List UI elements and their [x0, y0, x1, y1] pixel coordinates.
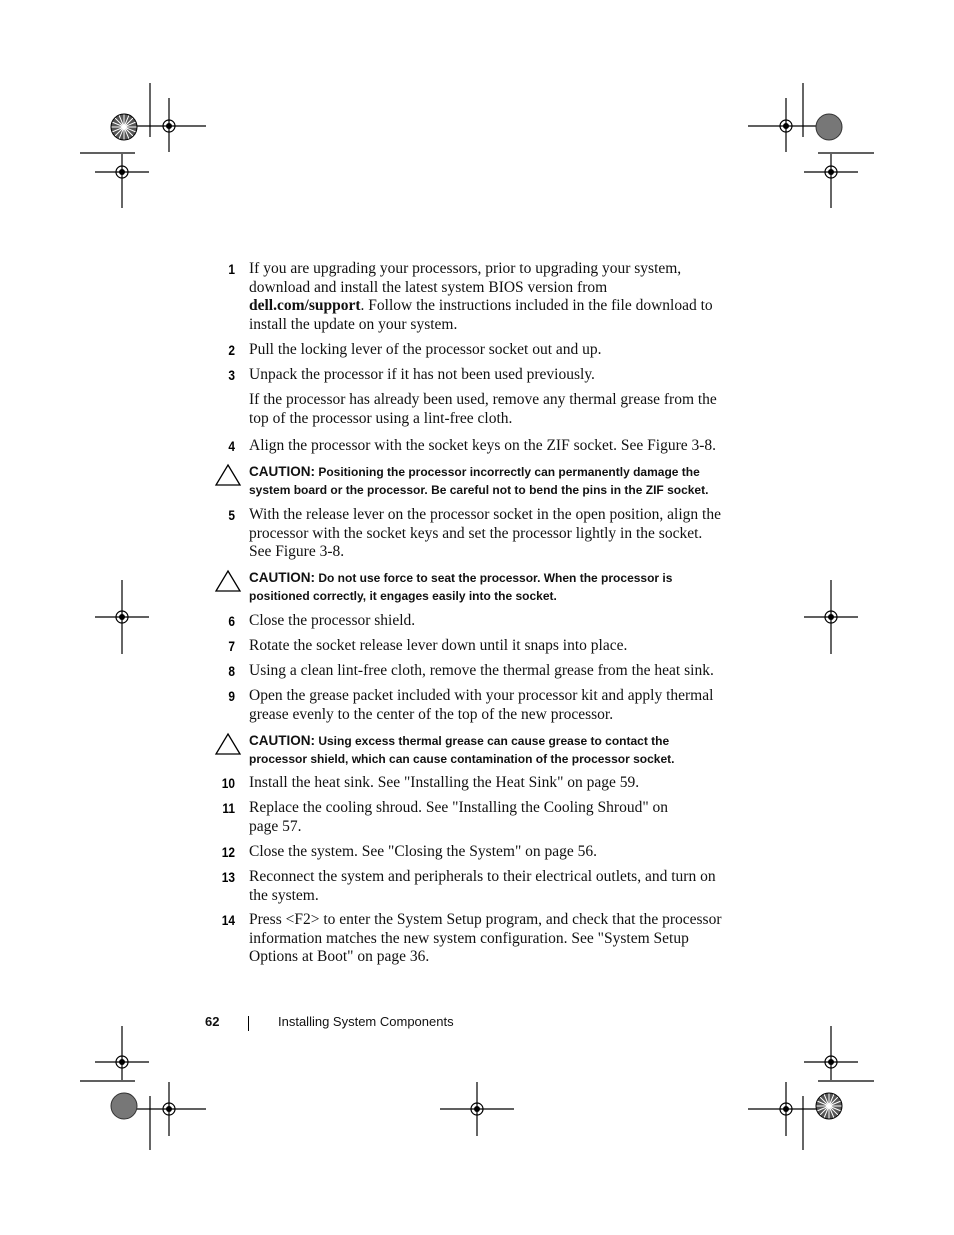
step-text: Close the system. See "Closing the System" on page 56. [249, 843, 598, 860]
step-number: 13 [221, 869, 235, 885]
caution-text: CAUTION: Positioning the processor incorrectly can permanently damage the system board or the processor. Be careful not to bend the pins in the ZIF socket. [249, 464, 709, 497]
step-text: Close the processor shield. [249, 612, 416, 629]
caution-triangle-icon [214, 463, 242, 487]
step-number: 9 [228, 688, 235, 704]
step-number: 8 [228, 663, 235, 679]
page-number: 62 [205, 1014, 220, 1029]
footer-divider [248, 1016, 249, 1031]
support-link[interactable]: dell.com/support [249, 297, 361, 314]
caution-label: CAUTION: [249, 464, 315, 479]
step-number: 12 [221, 844, 235, 860]
step-text: Press <F2> to enter the System Setup program, and check that the processor information matches the new system configuration. See "System Setup Options at Boot" on page 36. [249, 911, 722, 965]
footer-section-title: Installing System Components [278, 1014, 454, 1029]
step-text: Align the processor with the socket keys on the ZIF socket. See Figure 3-8. [249, 437, 717, 454]
step-number: 2 [228, 342, 235, 358]
step-number: 11 [222, 800, 235, 816]
caution-text: CAUTION: Do not use force to seat the processor. When the processor is positioned correctly, it engages easily into the socket. [249, 570, 673, 603]
step-number: 14 [221, 912, 235, 928]
step-text: Pull the locking lever of the processor socket out and up. [249, 341, 602, 358]
caution-triangle-icon [214, 569, 242, 593]
step-text: Unpack the processor if it has not been used previously. [249, 366, 595, 383]
step-number: 4 [228, 438, 235, 454]
caution-text: CAUTION: Using excess thermal grease can cause grease to contact the processor shield, which can cause contamination of the processor socket. [249, 733, 675, 766]
step-text: Using a clean lint-free cloth, remove the thermal grease from the heat sink. [249, 662, 714, 679]
step-number: 3 [228, 367, 235, 383]
step-text: With the release lever on the processor socket in the open position, align the processor with the socket keys and set the processor lightly in the socket. See Figure 3-8. [249, 506, 721, 560]
step-number: 6 [228, 613, 235, 629]
step-number: 10 [221, 775, 235, 791]
step-text: Install the heat sink. See "Installing the Heat Sink" on page 59. [249, 774, 640, 791]
step-text: Open the grease packet included with your processor kit and apply thermal grease evenly to the center of the top of the new processor. [249, 687, 714, 723]
step-text: Reconnect the system and peripherals to their electrical outlets, and turn on the system. [249, 868, 716, 904]
step-number: 7 [228, 638, 235, 654]
caution-label: CAUTION: [249, 570, 315, 585]
step-number: 5 [228, 507, 235, 523]
step-text: Replace the cooling shroud. See "Installing the Cooling Shroud" on page 57. [249, 799, 669, 835]
step-text: If you are upgrading your processors, prior to upgrading your system, download and install the latest system BIOS version from dell.com/support. Follow the instructions included in the file download to install the update on your system. [249, 260, 713, 333]
caution-label: CAUTION: [249, 733, 315, 748]
step-3-note: If the processor has already been used, remove any thermal grease from the top of the processor using a lint-free cloth. [249, 391, 717, 427]
step-number: 1 [228, 261, 235, 277]
caution-triangle-icon [214, 732, 242, 756]
step-text: Rotate the socket release lever down until it snaps into place. [249, 637, 628, 654]
